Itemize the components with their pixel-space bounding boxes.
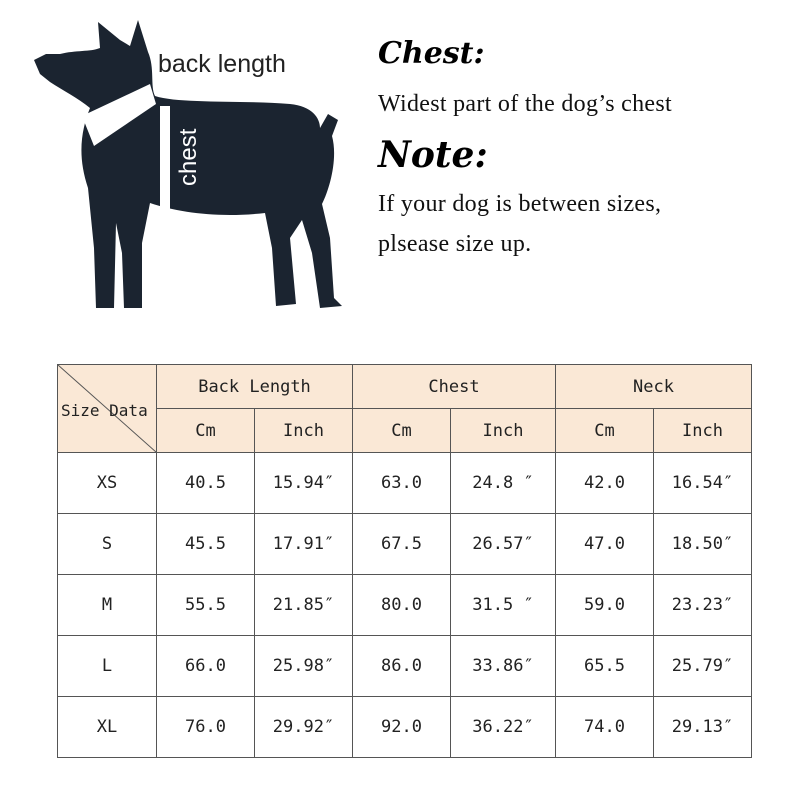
value-cell: 76.0 (157, 697, 255, 758)
dog-measurement-figure (20, 8, 350, 328)
value-cell: 29.13″ (654, 697, 752, 758)
value-cell: 25.98″ (255, 636, 353, 697)
value-cell: 74.0 (556, 697, 654, 758)
table-row (58, 453, 752, 514)
corner-label: Size Data (61, 401, 148, 420)
group-header: Back Length (157, 365, 353, 409)
value-cell: 29.92″ (255, 697, 353, 758)
unit-header: Cm (157, 409, 255, 453)
size-cell: S (58, 514, 157, 575)
value-cell: 59.0 (556, 575, 654, 636)
size-cell: M (58, 575, 157, 636)
unit-header: Cm (353, 409, 451, 453)
value-cell: 31.5 ″ (451, 575, 556, 636)
value-cell: 26.57″ (451, 514, 556, 575)
value-cell: 65.5 (556, 636, 654, 697)
size-cell: XL (58, 697, 157, 758)
size-cell: XS (58, 453, 157, 514)
value-cell: 47.0 (556, 514, 654, 575)
value-cell: 80.0 (353, 575, 451, 636)
note-line-2: plsease size up. (378, 231, 532, 257)
value-cell: 42.0 (556, 453, 654, 514)
group-header: Chest (353, 365, 556, 409)
value-cell: 21.85″ (255, 575, 353, 636)
value-cell: 25.79″ (654, 636, 752, 697)
notes-panel (378, 30, 788, 264)
value-cell: 16.54″ (654, 453, 752, 514)
value-cell: 66.0 (157, 636, 255, 697)
value-cell: 86.0 (353, 636, 451, 697)
unit-header: Cm (556, 409, 654, 453)
value-cell: 67.5 (353, 514, 451, 575)
table-row (58, 575, 752, 636)
unit-header: Inch (255, 409, 353, 453)
size-data-corner-cell (58, 365, 157, 453)
value-cell: 24.8 ″ (451, 453, 556, 514)
value-cell: 18.50″ (654, 514, 752, 575)
value-cell: 36.22″ (451, 697, 556, 758)
value-cell: 63.0 (353, 453, 451, 514)
value-cell: 23.23″ (654, 575, 752, 636)
size-cell: L (58, 636, 157, 697)
table-row (58, 514, 752, 575)
table-row (58, 697, 752, 758)
value-cell: 15.94″ (255, 453, 353, 514)
back-length-label: back length (158, 50, 286, 78)
table-row (58, 636, 752, 697)
unit-header: Inch (451, 409, 556, 453)
chest-band (160, 106, 170, 214)
chest-heading: Chest: (378, 36, 485, 71)
value-cell: 17.91″ (255, 514, 353, 575)
value-cell: 92.0 (353, 697, 451, 758)
value-cell: 55.5 (157, 575, 255, 636)
neck-label: neck (90, 92, 143, 141)
chest-definition: Widest part of the dog’s chest (378, 91, 672, 117)
group-header: Neck (556, 365, 752, 409)
chest-label: chest (175, 128, 202, 186)
back-length-arrow (158, 85, 304, 94)
dog-silhouette-icon (20, 8, 350, 328)
size-table (57, 364, 752, 758)
value-cell: 45.5 (157, 514, 255, 575)
note-line-1: If your dog is between sizes, (378, 191, 662, 217)
value-cell: 40.5 (157, 453, 255, 514)
note-heading: Note: (378, 134, 488, 176)
value-cell: 33.86″ (451, 636, 556, 697)
unit-header: Inch (654, 409, 752, 453)
